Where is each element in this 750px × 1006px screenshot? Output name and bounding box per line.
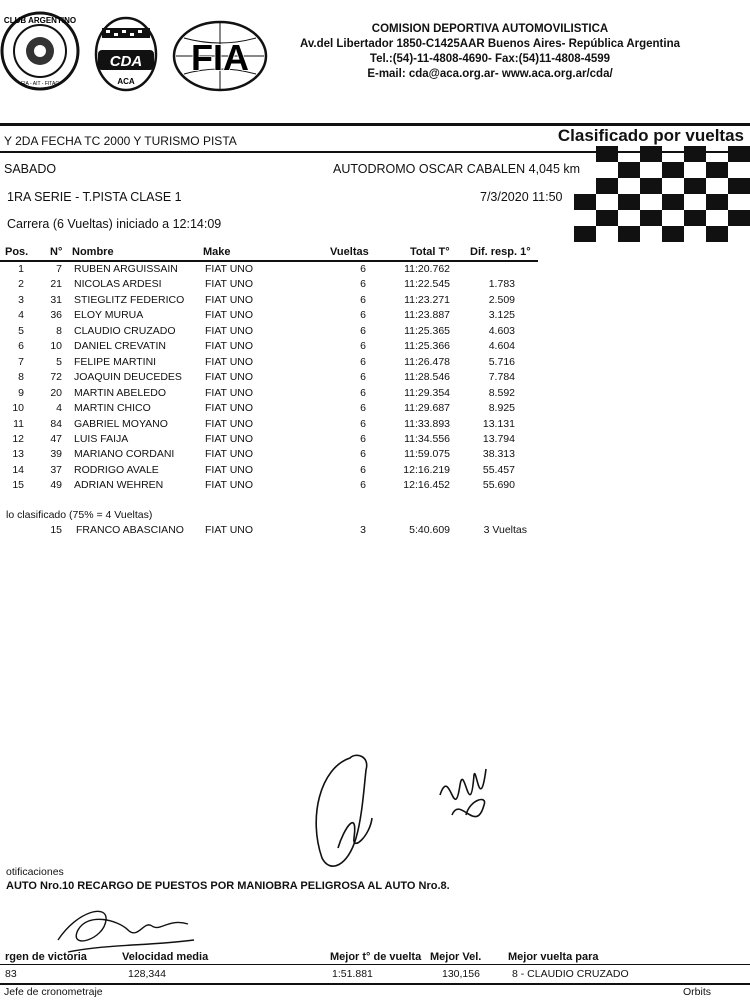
svg-text:ACA: ACA	[117, 77, 135, 86]
best-speed-label: Mejor Vel.	[430, 951, 482, 963]
best-time-value: 1:51.881	[332, 968, 373, 980]
org-header	[290, 22, 690, 82]
cell-diff: 2.509	[488, 293, 515, 306]
cell-pos: 8	[18, 371, 24, 384]
cell-total: 11:34.556	[404, 432, 450, 445]
nc-diff: 3 Vueltas	[483, 524, 527, 536]
cell-total: 11:29.687	[404, 402, 450, 415]
chief-label: Jefe de cronometraje	[4, 986, 103, 998]
cell-pos: 3	[18, 293, 24, 306]
svg-text:FIA - AIT - FITAC: FIA - AIT - FITAC	[21, 81, 59, 87]
cell-pos: 7	[18, 355, 24, 368]
cell-laps: 6	[360, 371, 366, 384]
cell-diff: 13.131	[482, 417, 515, 430]
cell-num: 84	[50, 417, 62, 430]
cell-laps: 6	[360, 463, 366, 476]
orbits-label: Orbits	[683, 986, 712, 998]
cell-name: MARTIN CHICO	[74, 402, 151, 415]
org-email: E-mail: cda@aca.org.ar- www.aca.org.ar/cda/	[367, 68, 613, 80]
notification-text: AUTO Nro.10 RECARGO DE PUESTOS POR MANIOBRA PELIGROSA AL AUTO Nro.8.	[6, 880, 450, 892]
cell-pos: 12	[12, 432, 24, 445]
cell-name: ADRIAN WEHREN	[74, 479, 164, 492]
org-address: Av.del Libertador 1850-C1425AAR Buenos Aires- República Argentina	[299, 38, 681, 50]
aca-logo	[0, 6, 84, 96]
cell-pos: 1	[18, 263, 24, 275]
cell-total: 11:25.366	[404, 340, 450, 353]
best-lap-value: 8 - CLAUDIO CRUZADO	[512, 968, 629, 980]
nc-num: 15	[50, 524, 62, 536]
cell-diff: 7.784	[488, 371, 515, 384]
cell-pos: 9	[18, 386, 24, 399]
svg-text:FIA: FIA	[191, 37, 249, 78]
cell-num: 5	[56, 355, 62, 368]
cell-make: FIAT UNO	[205, 448, 254, 461]
cell-total: 11:59.075	[404, 448, 450, 461]
cell-laps: 6	[360, 417, 366, 430]
cell-num: 7	[56, 263, 62, 275]
cell-diff: 5.716	[488, 355, 515, 368]
cell-pos: 11	[13, 417, 24, 430]
race-info: Carrera (6 Vueltas) iniciado a 12:14:09	[7, 217, 222, 231]
cell-num: 20	[50, 386, 62, 399]
cell-total: 11:23.887	[404, 309, 450, 322]
col-make: Make	[203, 246, 231, 258]
cell-total: 12:16.219	[403, 463, 450, 476]
avg-speed-value: 128,344	[128, 968, 166, 980]
best-time-label: Mejor t° de vuelta	[330, 951, 422, 963]
cell-make: FIAT UNO	[205, 371, 254, 384]
svg-text:CDA: CDA	[109, 53, 143, 70]
cell-make: FIAT UNO	[205, 402, 254, 415]
cell-name: MARIANO CORDANI	[74, 448, 175, 461]
cda-logo	[92, 14, 164, 98]
nc-laps: 3	[360, 524, 366, 536]
cell-diff: 13.794	[482, 432, 515, 445]
cell-pos: 15	[12, 479, 24, 492]
cell-diff: 4.603	[488, 324, 515, 337]
cell-pos: 4	[18, 309, 24, 322]
cell-name: FELIPE MARTINI	[74, 355, 157, 368]
cell-total: 11:29.354	[404, 386, 450, 399]
cell-make: FIAT UNO	[205, 386, 254, 399]
col-diff: Dif. resp. 1°	[470, 246, 531, 258]
cell-make: FIAT UNO	[205, 263, 254, 275]
cell-diff: 1.783	[488, 278, 515, 291]
cell-pos: 5	[18, 324, 24, 337]
svg-text:CLUB ARGENTINO: CLUB ARGENTINO	[3, 16, 77, 25]
table-row	[0, 387, 560, 402]
footer-rule	[0, 964, 750, 965]
col-name: Nombre	[72, 246, 114, 258]
cell-diff: 4.604	[488, 340, 515, 353]
cell-total: 12:16.452	[403, 479, 450, 492]
event-title: Y 2DA FECHA TC 2000 Y TURISMO PISTA	[4, 134, 237, 148]
cell-make: FIAT UNO	[205, 432, 254, 445]
cell-num: 21	[50, 278, 62, 291]
cell-laps: 6	[360, 432, 366, 445]
cell-name: DANIEL CREVATIN	[74, 340, 166, 353]
cell-num: 36	[50, 309, 62, 322]
table-row	[0, 479, 560, 494]
cell-make: FIAT UNO	[205, 340, 254, 353]
signature-2	[430, 755, 500, 850]
cell-total: 11:22.545	[404, 278, 450, 291]
table-row	[0, 402, 560, 417]
nc-name: FRANCO ABASCIANO	[76, 524, 184, 536]
table-row	[0, 278, 560, 293]
cell-name: RODRIGO AVALE	[74, 463, 159, 476]
col-laps: Vueltas	[330, 246, 369, 258]
not-classified-row	[0, 524, 560, 539]
fia-logo	[170, 18, 270, 94]
margin-value: 83	[5, 968, 17, 980]
checkered-flag	[574, 146, 750, 247]
best-speed-value: 130,156	[442, 968, 480, 980]
table-row	[0, 325, 560, 340]
cell-name: CLAUDIO CRUZADO	[74, 324, 176, 337]
cell-laps: 6	[360, 448, 366, 461]
cell-diff: 8.925	[488, 402, 515, 415]
table-row	[0, 294, 560, 309]
table-row	[0, 448, 560, 463]
table-row	[0, 433, 560, 448]
date-time: 7/3/2020 11:50	[480, 190, 563, 204]
cell-total: 11:33.893	[404, 417, 450, 430]
cell-pos: 10	[12, 402, 24, 415]
cell-laps: 6	[360, 479, 366, 492]
cell-diff: 38.313	[482, 448, 515, 461]
cell-laps: 6	[360, 355, 366, 368]
avg-speed-label: Velocidad media	[122, 951, 209, 963]
cell-pos: 14	[12, 463, 24, 476]
table-row	[0, 371, 560, 386]
cell-name: STIEGLITZ FEDERICO	[74, 293, 185, 306]
cell-name: ELOY MURUA	[74, 309, 144, 322]
cell-name: MARTIN ABELEDO	[74, 386, 166, 399]
cell-name: JOAQUIN DEUCEDES	[74, 371, 182, 384]
cell-name: LUIS FAIJA	[74, 432, 129, 445]
cell-name: GABRIEL MOYANO	[74, 417, 168, 430]
cell-laps: 6	[360, 324, 366, 337]
cell-num: 72	[50, 371, 62, 384]
table-row	[0, 418, 560, 433]
margin-label: rgen de victoria	[5, 951, 87, 963]
cell-laps: 6	[360, 309, 366, 322]
cell-num: 37	[50, 463, 62, 476]
cell-pos: 2	[18, 278, 24, 291]
cell-total: 11:23.271	[404, 293, 450, 306]
day-label: SABADO	[4, 162, 57, 176]
table-row	[0, 263, 560, 278]
org-phone: Tel.:(54)-11-4808-4690- Fax:(54)11-4808-4599	[369, 53, 611, 65]
circuit-label: AUTODROMO OSCAR CABALEN 4,045 km	[333, 162, 581, 176]
cell-num: 4	[56, 402, 62, 415]
signature-1	[300, 748, 390, 883]
cell-diff: 8.592	[488, 386, 515, 399]
cell-make: FIAT UNO	[205, 293, 254, 306]
table-row	[0, 340, 560, 355]
col-total: Total T°	[410, 246, 450, 258]
notifications-label: otificaciones	[6, 866, 64, 878]
cell-name: NICOLAS ARDESI	[74, 278, 162, 291]
footer-rule-2	[0, 983, 750, 985]
cell-name: RUBEN ARGUISSAIN	[74, 263, 178, 275]
cell-make: FIAT UNO	[205, 278, 254, 291]
cell-num: 49	[50, 479, 62, 492]
cell-make: FIAT UNO	[205, 309, 254, 322]
col-pos: Pos.	[5, 246, 29, 258]
cell-total: 11:20.762	[404, 263, 450, 275]
best-lap-label: Mejor vuelta para	[508, 951, 599, 963]
cell-laps: 6	[360, 340, 366, 353]
cell-num: 47	[50, 432, 62, 445]
cell-make: FIAT UNO	[205, 355, 254, 368]
org-name: COMISION DEPORTIVA AUTOMOVILISTICA	[371, 23, 609, 35]
nc-total: 5:40.609	[409, 524, 450, 536]
cell-num: 39	[50, 448, 62, 461]
table-header-rule	[0, 260, 538, 262]
nc-make: FIAT UNO	[205, 524, 254, 536]
cell-total: 11:28.546	[404, 371, 450, 384]
cell-laps: 6	[360, 386, 366, 399]
cell-total: 11:26.478	[404, 355, 450, 368]
cell-make: FIAT UNO	[205, 417, 254, 430]
cell-pos: 6	[18, 340, 24, 353]
cell-diff: 55.690	[482, 479, 515, 492]
cell-laps: 6	[360, 402, 366, 415]
cell-diff: 3.125	[488, 309, 515, 322]
cell-laps: 6	[360, 278, 366, 291]
cell-make: FIAT UNO	[205, 479, 254, 492]
cell-laps: 6	[360, 293, 366, 306]
table-row	[0, 309, 560, 324]
cell-make: FIAT UNO	[205, 463, 254, 476]
not-classified-label: lo clasificado (75% = 4 Vueltas)	[6, 509, 153, 521]
cell-pos: 13	[12, 448, 24, 461]
cell-num: 10	[50, 340, 62, 353]
cell-num: 31	[50, 293, 62, 306]
col-num: N°	[50, 246, 63, 258]
document-type: Clasificado por vueltas	[557, 126, 744, 145]
cell-make: FIAT UNO	[205, 324, 254, 337]
cell-num: 8	[56, 324, 62, 337]
series-label: 1RA SERIE - T.PISTA CLASE 1	[7, 190, 182, 204]
table-row	[0, 356, 560, 371]
table-row	[0, 464, 560, 479]
cell-total: 11:25.365	[404, 324, 450, 337]
cell-diff: 55.457	[482, 463, 515, 476]
cell-laps: 6	[360, 263, 366, 275]
